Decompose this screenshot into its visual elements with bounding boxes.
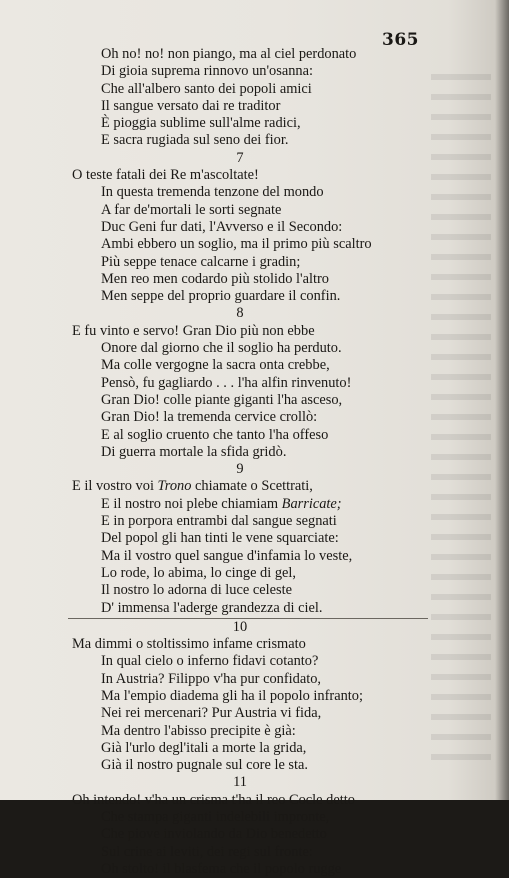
verse-line: Ma dimmi o stoltissimo infame crismato bbox=[72, 636, 306, 653]
poem-body bbox=[0, 46, 509, 878]
verse-line: Oh no! no! non piango, ma al ciel perdonato bbox=[101, 46, 357, 62]
stanza bbox=[0, 46, 509, 150]
verse-line: Di guerra mortale la sfida gridò. bbox=[101, 443, 287, 460]
stanza-number: 11 bbox=[233, 774, 247, 791]
page-number: 365 bbox=[382, 30, 419, 50]
verse-line: Ma dentro l'abisso precipite è già: bbox=[101, 722, 296, 739]
verse-line: Gran Dio! la tremenda cervice crollò: bbox=[101, 409, 318, 426]
verse-line: Men reo men codardo più stolido l'altro bbox=[101, 270, 329, 287]
verse-line: Che stampa giganti indelebili impronte, bbox=[101, 809, 330, 826]
verse-line: In qual cielo o inferno fidavi cotanto? bbox=[101, 653, 319, 670]
verse-line: Già l'urlo degl'itali a morte la grida, bbox=[101, 739, 307, 756]
verse-line: Oh intendo! v'ha un crisma t'ha il reo Cocle detto bbox=[72, 791, 355, 808]
verse-line: E al soglio cruento che tanto l'ha offeso bbox=[101, 426, 329, 443]
stanza-number: 10 bbox=[232, 618, 248, 635]
verse-line bbox=[72, 478, 509, 495]
verse-line: Pensò, fu gagliardo . . . l'ha alfin rinvenuto! bbox=[101, 374, 352, 391]
stanza bbox=[0, 305, 509, 461]
verse-line: O teste fatali dei Re m'ascoltate! bbox=[72, 167, 259, 184]
verse-line: D' immensa l'aderge grandezza di ciel. bbox=[101, 599, 323, 616]
verse-line: Gran Dio! colle piante giganti l'ha asceso, bbox=[101, 391, 343, 408]
verse-line: E sacra rugiada sul seno dei fior. bbox=[101, 132, 289, 149]
verse-line: Che all'albero santo dei popoli amici bbox=[101, 80, 312, 97]
verse-line: Oh stolto! il blasfema che il popolo rugge bbox=[101, 860, 342, 877]
verse-line: In questa tremenda tenzone del mondo bbox=[101, 184, 324, 201]
verse-line: Il sangue versato dai re traditor bbox=[101, 97, 281, 114]
verse-line: Già il nostro pugnale sul core le sta. bbox=[101, 757, 309, 774]
stanza-number: 9 bbox=[236, 461, 244, 478]
verse-line: Del popol gli han tinti le vene squarciate: bbox=[101, 530, 339, 547]
verse-line: Ma l'empio diadema gli ha il popolo infranto; bbox=[101, 687, 363, 704]
verse-line: E fu vinto e servo! Gran Dio più non ebbe bbox=[72, 322, 315, 339]
verse-line: Il nostro lo adorna di luce celeste bbox=[101, 582, 293, 599]
verse-line: Lo rode, lo abima, lo cinge di gel, bbox=[101, 564, 297, 581]
stanza bbox=[0, 150, 509, 306]
stanza bbox=[0, 774, 509, 878]
verse-line: Di gioia suprema rinnovo un'osanna: bbox=[101, 63, 314, 80]
verse-line: Più seppe tenace calcarne i gradin; bbox=[101, 253, 301, 270]
verse-line: Duc Geni fur dati, l'Avverso e il Secondo: bbox=[101, 218, 343, 235]
verse-line: Ambi ebbero un soglio, ma il primo più scaltro bbox=[101, 236, 372, 253]
verse-line: In Austria? Filippo v'ha pur confidato, bbox=[101, 670, 322, 687]
verse-line: A far de'mortali le sorti segnate bbox=[101, 201, 282, 218]
verse-italic-word: Barricate; bbox=[281, 495, 342, 512]
verse-line: Che piove inviolando da Dio benedetto bbox=[101, 826, 327, 843]
verse-text: E il nostro noi plebe chiamiam bbox=[101, 495, 282, 512]
verse-line: È pioggia sublime sull'alme radici, bbox=[101, 115, 301, 132]
stanza bbox=[0, 618, 509, 775]
verse-line bbox=[101, 496, 509, 513]
verse-line: Men seppe del proprio guardare il confin. bbox=[101, 288, 341, 305]
stanza bbox=[0, 461, 509, 617]
stanza-number: 8 bbox=[236, 305, 244, 322]
verse-line: Nei rei mercenari? Pur Austria vi fida, bbox=[101, 705, 322, 722]
verse-text: E il vostro voi bbox=[72, 478, 158, 495]
verse-text: chiamate o Scettrati, bbox=[191, 478, 313, 495]
verse-line: Ma colle vergogne la sacra onta crebbe, bbox=[101, 357, 330, 374]
verse-line: Ma il vostro quel sangue d'infamia lo veste, bbox=[101, 547, 353, 564]
verse-line: Sul crine ai leviti, dei regi sul fronte: bbox=[101, 843, 313, 860]
verse-line: E in porpora entrambi dal sangue segnati bbox=[101, 513, 337, 530]
verse-italic-word: Trono bbox=[157, 478, 192, 495]
verse-line: Onore dal giorno che il soglio ha perduto. bbox=[101, 340, 342, 357]
stanza-number: 7 bbox=[236, 149, 244, 166]
